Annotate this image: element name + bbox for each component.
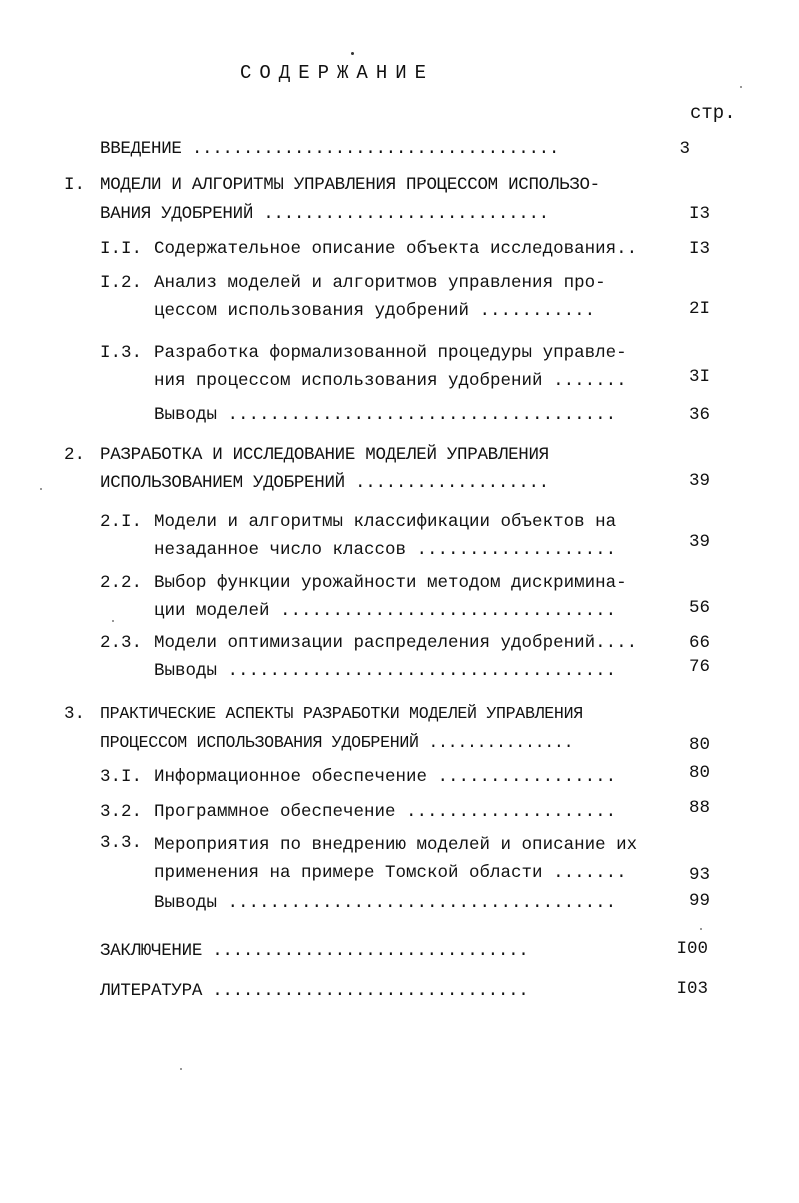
toc-page-introduction: 3 <box>679 139 690 159</box>
toc-number-section-2-3: 2.3. <box>100 633 143 653</box>
toc-entry-conclusions-chapter-3[interactable]: Выводы ..................................... <box>154 893 617 913</box>
toc-number-chapter-3: 3. <box>64 704 86 724</box>
toc-number-section-3-2: 3.2. <box>100 802 143 822</box>
toc-entry-section-1-3-line-1[interactable]: Разработка формализованной процедуры управле- <box>154 343 627 363</box>
toc-page-section-1-1: I3 <box>688 239 710 259</box>
toc-entry-conclusion[interactable]: ЗАКЛЮЧЕНИЕ ............................... <box>100 941 529 961</box>
toc-number-section-3-3: 3.3. <box>100 833 143 853</box>
toc-entry-section-2-3[interactable]: Модели оптимизации распределения удобрений.... <box>154 633 638 653</box>
scan-speck <box>180 1068 182 1070</box>
title-accent-dot <box>351 52 354 55</box>
toc-entry-section-1-2-line-1[interactable]: Анализ моделей и алгоритмов управления про- <box>154 273 606 293</box>
toc-page-conclusions-chapter-3: 99 <box>688 891 710 911</box>
scan-speck <box>740 86 742 88</box>
toc-page-section-2-2: 56 <box>688 598 710 618</box>
toc-entry-section-2-1-line-2[interactable]: незаданное число классов ................... <box>154 540 617 560</box>
toc-page-section-2-3: 66 <box>688 633 710 653</box>
toc-entry-references[interactable]: ЛИТЕРАТУРА ............................... <box>100 981 529 1001</box>
toc-page-section-1-2: 2I <box>688 299 710 319</box>
toc-entry-conclusions-chapter-1[interactable]: Выводы ..................................... <box>154 405 617 425</box>
toc-page-section-3-2: 88 <box>688 798 710 818</box>
scan-speck <box>112 620 114 622</box>
toc-page-section-2-1: 39 <box>688 532 710 552</box>
toc-entry-section-2-1-line-1[interactable]: Модели и алгоритмы классификации объектов на <box>154 512 617 532</box>
toc-page-section-3-3: 93 <box>688 865 710 885</box>
scan-speck <box>40 488 42 490</box>
toc-entry-section-3-2[interactable]: Программное обеспечение .................... <box>154 802 617 822</box>
toc-page-chapter-1: I3 <box>688 204 710 224</box>
toc-entry-section-2-2-line-2[interactable]: ции моделей ................................ <box>154 601 617 621</box>
toc-entry-chapter-3-line-2[interactable]: ПРОЦЕССОМ ИСПОЛЬЗОВАНИЯ УДОБРЕНИЙ ............... <box>100 733 574 752</box>
page-column-label: стр. <box>690 102 736 124</box>
toc-page-conclusions-chapter-1: 36 <box>688 405 710 425</box>
toc-entry-chapter-3-line-1[interactable]: ПРАКТИЧЕСКИЕ АСПЕКТЫ РАЗРАБОТКИ МОДЕЛЕЙ УПРАВЛЕНИЯ <box>100 704 583 723</box>
toc-page-section-3-1: 80 <box>688 763 710 783</box>
toc-number-section-2-2: 2.2. <box>100 573 143 593</box>
scan-speck <box>700 928 702 930</box>
toc-entry-section-3-3-line-2[interactable]: применения на примере Томской области ....... <box>154 863 627 883</box>
toc-number-chapter-2: 2. <box>64 445 86 465</box>
toc-page-conclusion: I00 <box>676 939 708 959</box>
toc-page-chapter-3: 80 <box>688 735 710 755</box>
toc-entry-chapter-1-line-2[interactable]: ВАНИЯ УДОБРЕНИЙ ............................ <box>100 204 549 224</box>
toc-number-section-2-1: 2.I. <box>100 512 143 532</box>
toc-number-section-1-2: I.2. <box>100 273 143 293</box>
toc-entry-section-1-3-line-2[interactable]: ния процессом использования удобрений ....... <box>154 371 627 391</box>
toc-number-section-3-1: 3.I. <box>100 767 143 787</box>
toc-number-section-1-1: I.I. <box>100 239 143 259</box>
toc-entry-chapter-2-line-2[interactable]: ИСПОЛЬЗОВАНИЕМ УДОБРЕНИЙ ................... <box>100 473 549 493</box>
toc-page-chapter-2: 39 <box>688 471 710 491</box>
toc-entry-section-1-2-line-2[interactable]: цессом использования удобрений ........... <box>154 301 596 321</box>
toc-page-references: I03 <box>676 979 708 999</box>
toc-entry-conclusions-chapter-2[interactable]: Выводы ..................................... <box>154 661 617 681</box>
toc-entry-section-3-1[interactable]: Информационное обеспечение ................. <box>154 767 617 787</box>
toc-entry-section-3-3-line-1[interactable]: Мероприятия по внедрению моделей и описание их <box>154 835 638 855</box>
toc-entry-chapter-1-line-1[interactable]: МОДЕЛИ И АЛГОРИТМЫ УПРАВЛЕНИЯ ПРОЦЕССОМ ИСПОЛЬЗО- <box>100 175 600 195</box>
toc-entry-introduction[interactable]: ВВЕДЕНИЕ .................................... <box>100 139 560 159</box>
toc-entry-section-2-2-line-1[interactable]: Выбор функции урожайности методом дискримина- <box>154 573 627 593</box>
page-title: СОДЕРЖАНИЕ <box>240 62 435 84</box>
toc-number-section-1-3: I.3. <box>100 343 143 363</box>
toc-entry-chapter-2-line-1[interactable]: РАЗРАБОТКА И ИССЛЕДОВАНИЕ МОДЕЛЕЙ УПРАВЛЕНИЯ <box>100 445 549 465</box>
toc-page-section-1-3: 3I <box>688 367 710 387</box>
toc-number-chapter-1: I. <box>64 175 86 195</box>
toc-page-conclusions-chapter-2: 76 <box>688 657 710 677</box>
toc-entry-section-1-1[interactable]: Содержательное описание объекта исследования.. <box>154 239 638 259</box>
